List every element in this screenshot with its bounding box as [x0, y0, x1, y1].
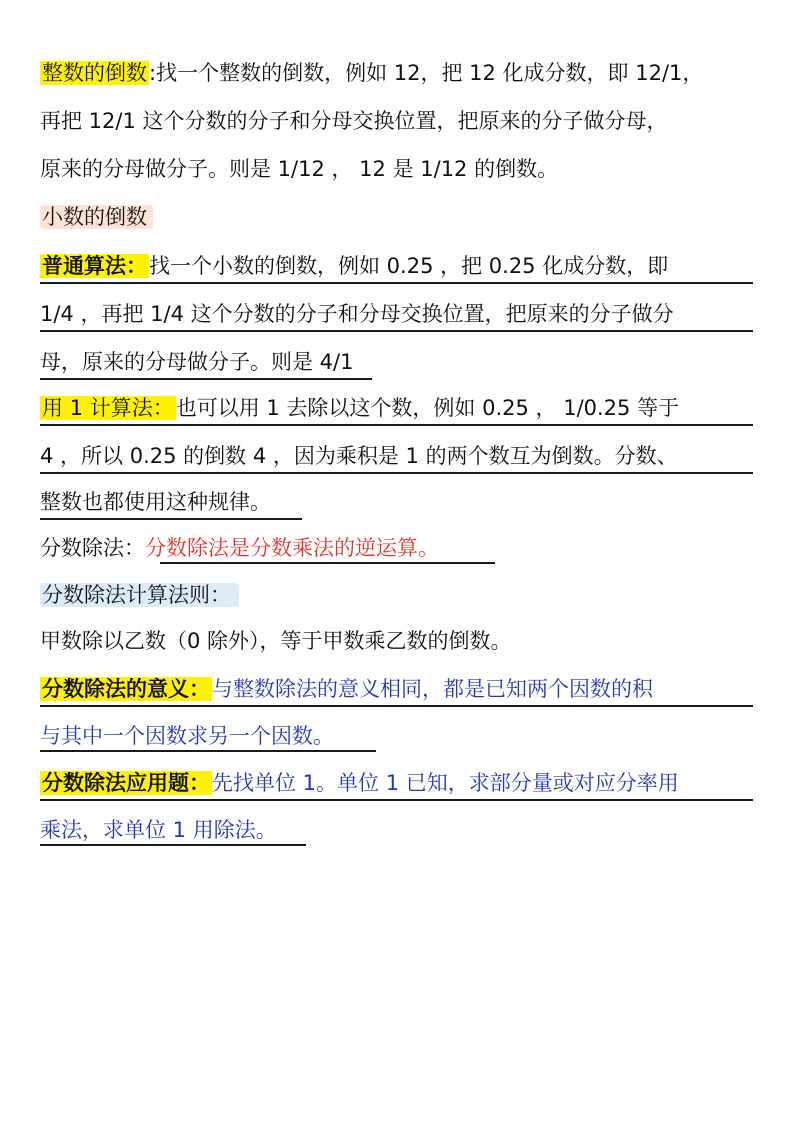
normal-method-title: 普通算法：	[42, 254, 147, 278]
application-line-1	[40, 766, 753, 800]
normal-method-line-1	[40, 249, 753, 283]
division-rule-text: 甲数除以乙数（0 除外），等于甲数乘乙数的倒数。	[40, 629, 512, 653]
underline	[40, 472, 753, 474]
integer-reciprocal-line-3: 原来的分母做分子。则是 1/12 ， 12 是 1/12 的倒数。	[40, 157, 559, 181]
division-rule-heading	[40, 578, 753, 612]
normal-method-line-3: 母，原来的分母做分子。则是 4/1	[40, 350, 354, 374]
decimal-reciprocal-title: 小数的倒数	[40, 205, 153, 229]
application-text-1: 先找单位 1。单位 1 已知，求部分量或对应分率用	[212, 771, 679, 795]
fraction-division-line	[40, 531, 753, 565]
division-meaning-line-2: 与其中一个因数求另一个因数。	[40, 724, 334, 748]
division-meaning-title: 分数除法的意义：	[42, 677, 210, 701]
decimal-reciprocal-heading	[40, 200, 753, 234]
underline	[40, 378, 372, 380]
one-method-title: 用 1 计算法：	[42, 396, 174, 420]
one-method-text-1: 也可以用 1 去除以这个数，例如 0.25 ， 1/0.25 等于	[175, 396, 680, 420]
underline	[40, 844, 306, 846]
integer-reciprocal-line-2: 再把 12/1 这个分数的分子和分母交换位置，把原来的分子做分母，	[40, 109, 668, 133]
integer-reciprocal-text-1: :找一个整数的倒数，例如 12，把 12 化成分数，即 12/1，	[149, 61, 704, 85]
underline	[40, 518, 302, 520]
underline	[40, 750, 376, 752]
underline	[40, 330, 753, 332]
integer-reciprocal-line-1	[40, 56, 753, 90]
fraction-division-label: 分数除法：	[40, 536, 145, 560]
fraction-division-text: 分数除法是分数乘法的逆运算。	[145, 536, 439, 560]
one-method-line-2: 4 ，所以 0.25 的倒数 4 ，因为乘积是 1 的两个数互为倒数。分数、	[40, 444, 678, 468]
underline	[40, 705, 753, 707]
application-line-2: 乘法，求单位 1 用除法。	[40, 818, 277, 842]
underline	[40, 282, 753, 284]
one-method-line-1	[40, 391, 753, 425]
normal-method-text-1: 找一个小数的倒数，例如 0.25 ，把 0.25 化成分数，即	[149, 254, 669, 278]
underline	[40, 424, 753, 426]
underline	[160, 562, 495, 564]
normal-method-line-2: 1/4 ，再把 1/4 这个分数的分子和分母交换位置，把原来的分子做分	[40, 302, 674, 326]
division-meaning-line-1	[40, 672, 753, 706]
one-method-line-3: 整数也都使用这种规律。	[40, 490, 271, 514]
integer-reciprocal-title: 整数的倒数	[42, 61, 147, 85]
underline	[40, 799, 753, 801]
division-meaning-text-1: 与整数除法的意义相同，都是已知两个因数的积	[212, 677, 653, 701]
division-rule-title: 分数除法计算法则：	[40, 583, 239, 607]
application-title: 分数除法应用题：	[42, 771, 210, 795]
